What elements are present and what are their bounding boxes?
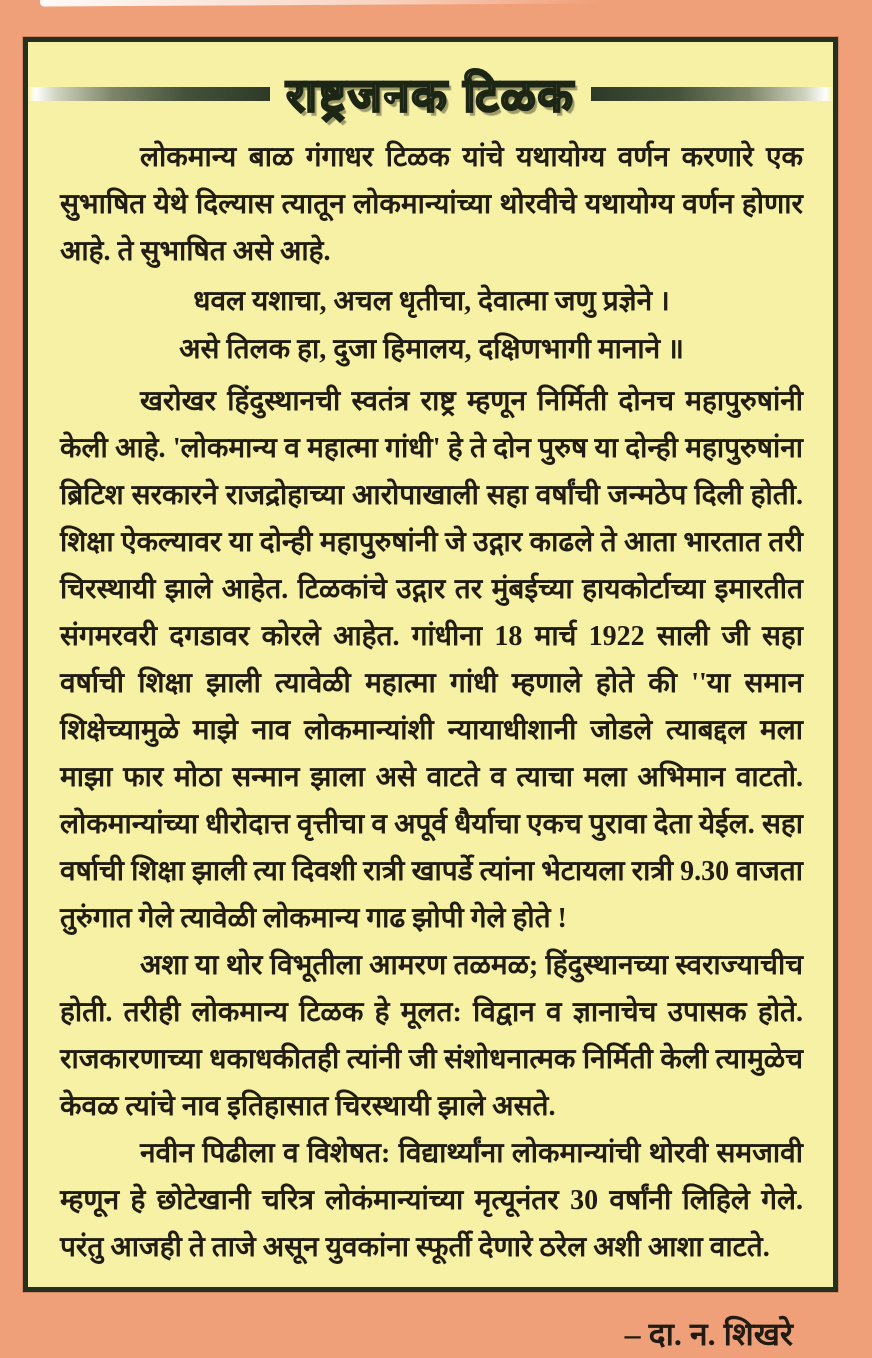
title-rule-right <box>591 87 833 101</box>
page-title: राष्ट्रजनक टिळक <box>286 69 575 121</box>
verse-block <box>60 278 803 374</box>
title-rule-left <box>28 87 270 101</box>
page-panel <box>23 37 838 1352</box>
title-banner <box>28 68 833 120</box>
article-body <box>28 120 833 1358</box>
verse-line-1: धवल यशाचा, अचल धृतीचा, देवात्मा जणु प्रज्ञेने । <box>193 286 670 317</box>
intro-paragraph: लोकमान्य बाळ गंगाधर टिळक यांचे यथायोग्य वर्णन करणारे एक सुभाषित येथे दिल्यास त्यातून लोकमान्यांच्या थोरवीचे यथायोग्य वर्णन होणार आहे. ते सुभाषित असे आहे. <box>60 142 803 267</box>
body-paragraph-3: नवीन पिढीला व विशेषत: विद्यार्थ्यांना लोकमान्यांची थोरवी समजावी म्हणून हे छोटेखानी चरित्र लोकंमान्यांच्या मृत्यूनंतर 30 वर्षांनी लिहिले गेले. परंतु आजही ते ताजे असून युवकांना स्फूर्ती देणारे ठरेल अशी आशा वाटते. <box>60 1138 803 1263</box>
author-signature: – दा. न. शिखरे <box>624 1316 793 1352</box>
body-paragraph-1: खरोखर हिंदुस्थानची स्वतंत्र राष्ट्र म्हणून निर्मिती दोनच महापुरुषांनी केली आहे. 'लोकमान्य व महात्मा गांधी' हे ते दोन पुरुष या दोन्ही महापुरुषांना ब्रिटिश सरकारने राजद्रोहाच्या आरोपाखाली सहा वर्षांची जन्मठेप दिली होती. शिक्षा ऐकल्यावर या दोन्ही महापुरुषांनी जे उद्गार काढले ते आता भारतात तरी चिरस्थायी झाले आहेत. टिळकांचे उद्गार तर मुंबईच्या हायकोर्टाच्या इमारतीत संगमरवरी दगडावर कोरले आहेत. गांधीना 18 मार्च 1922 साली जी सहा वर्षाची शिक्षा झाली त्यावेळी महात्मा गांधी म्हणाले होते की ''या समान शिक्षेच्यामुळे माझे नाव लोकमान्यांशी न्यायाधीशानी जोडले त्याबद्दल मला माझा फार मोठा सन्मान झाला असे वाटते व त्याचा मला अभिमान वाटतो. लोकमान्यांच्या धीरोदात्त वृत्तीचा व अपूर्व धैर्याचा एकच पुरावा देता येईल. सहा वर्षाची शिक्षा झाली त्या दिवशी रात्री खापर्डे त्यांना भेटायला रात्री 9.30 वाजता तुरुंगात गेले त्यावेळी लोकमान्य गाढ झोपी गेले होते ! <box>60 386 803 934</box>
verse-line-2: असे तिलक हा, दुजा हिमालय, दक्षिणभागी मानाने ॥ <box>179 334 684 365</box>
scan-glare-artifact <box>40 0 600 6</box>
body-paragraph-2: अशा या थोर विभूतीला आमरण तळमळ; हिंदुस्थानच्या स्वराज्याचीच होती. तरीही लोकमान्य टिळक हे मूलत: विद्वान व ज्ञानाचेच उपासक होते. राजकारणाच्या धकाधकीतही त्यांनी जी संशोधनात्मक निर्मिती केली त्यामुळेच केवळ त्यांचे नाव इतिहासात चिरस्थायी झाले असते. <box>60 950 803 1122</box>
